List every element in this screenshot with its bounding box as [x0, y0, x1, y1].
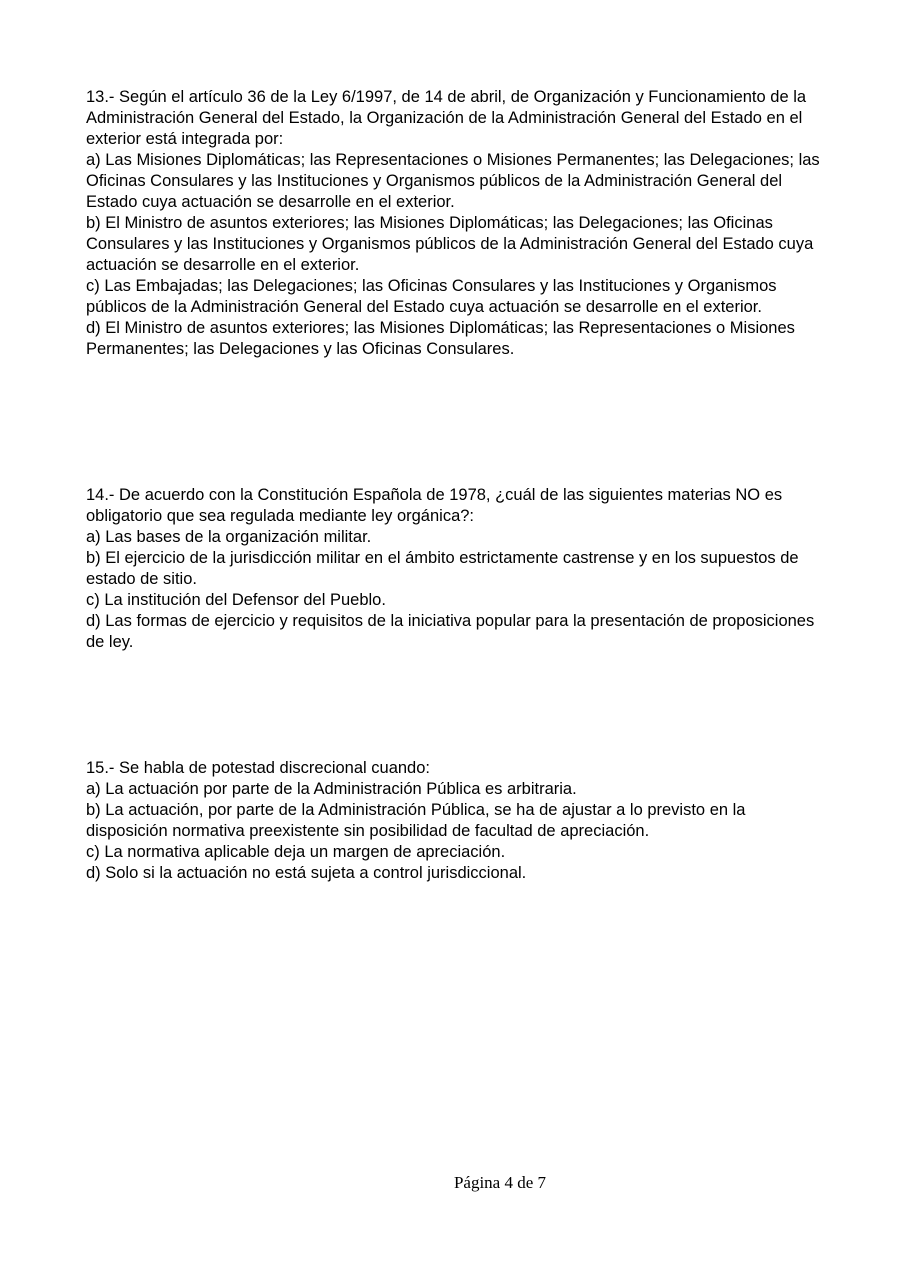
- question-14-option-c: c) La institución del Defensor del Pueblo.: [86, 591, 386, 609]
- question-15: [86, 758, 826, 884]
- question-13-option-b: b) El Ministro de asuntos exteriores; las Misiones Diplomáticas; las Delegaciones; las Oficinas Consulares y las Instituciones y Organismos públicos de la Administración General del Estado cuya actuación se desarrolle en el exterior.: [86, 214, 814, 274]
- question-15-option-a: a) La actuación por parte de la Administración Pública es arbitraria.: [86, 780, 577, 798]
- question-13: [86, 87, 826, 360]
- question-13-option-d: d) El Ministro de asuntos exteriores; las Misiones Diplomáticas; las Representaciones o Misiones Permanentes; las Delegaciones y las Oficinas Consulares.: [86, 319, 795, 358]
- question-14: [86, 485, 826, 653]
- question-15-stem: 15.- Se habla de potestad discrecional cuando:: [86, 759, 430, 777]
- question-14-option-b: b) El ejercicio de la jurisdicción militar en el ámbito estrictamente castrense y en los supuestos de estado de sitio.: [86, 549, 799, 588]
- question-14-option-d: d) Las formas de ejercicio y requisitos de la iniciativa popular para la presentación de proposiciones de ley.: [86, 612, 815, 651]
- question-13-stem: 13.- Según el artículo 36 de la Ley 6/1997, de 14 de abril, de Organización y Funcionamiento de la Administración General del Estado, la Organización de la Administración General del Estado en el exterior está integrada por:: [86, 88, 807, 148]
- page-number-footer: Página 4 de 7: [453, 1173, 547, 1192]
- question-15-option-c: c) La normativa aplicable deja un margen de apreciación.: [86, 843, 506, 861]
- question-15-option-d: d) Solo si la actuación no está sujeta a control jurisdiccional.: [86, 864, 527, 882]
- question-14-option-a: a) Las bases de la organización militar.: [86, 528, 372, 546]
- question-13-option-a: a) Las Misiones Diplomáticas; las Representaciones o Misiones Permanentes; las Delegaciones; las Oficinas Consulares y las Instituciones y Organismos públicos de la Administración General del Estado cuya actuación se desarrolle en el exterior.: [86, 151, 820, 211]
- question-15-option-b: b) La actuación, por parte de la Administración Pública, se ha de ajustar a lo previsto en la disposición normativa preexistente sin posibilidad de facultad de apreciación.: [86, 801, 746, 840]
- question-14-stem: 14.- De acuerdo con la Constitución Española de 1978, ¿cuál de las siguientes materias NO es obligatorio que sea regulada mediante ley orgánica?:: [86, 486, 783, 525]
- question-13-option-c: c) Las Embajadas; las Delegaciones; las Oficinas Consulares y las Instituciones y Organismos públicos de la Administración General del Estado cuya actuación se desarrolle en el exterior.: [86, 277, 777, 316]
